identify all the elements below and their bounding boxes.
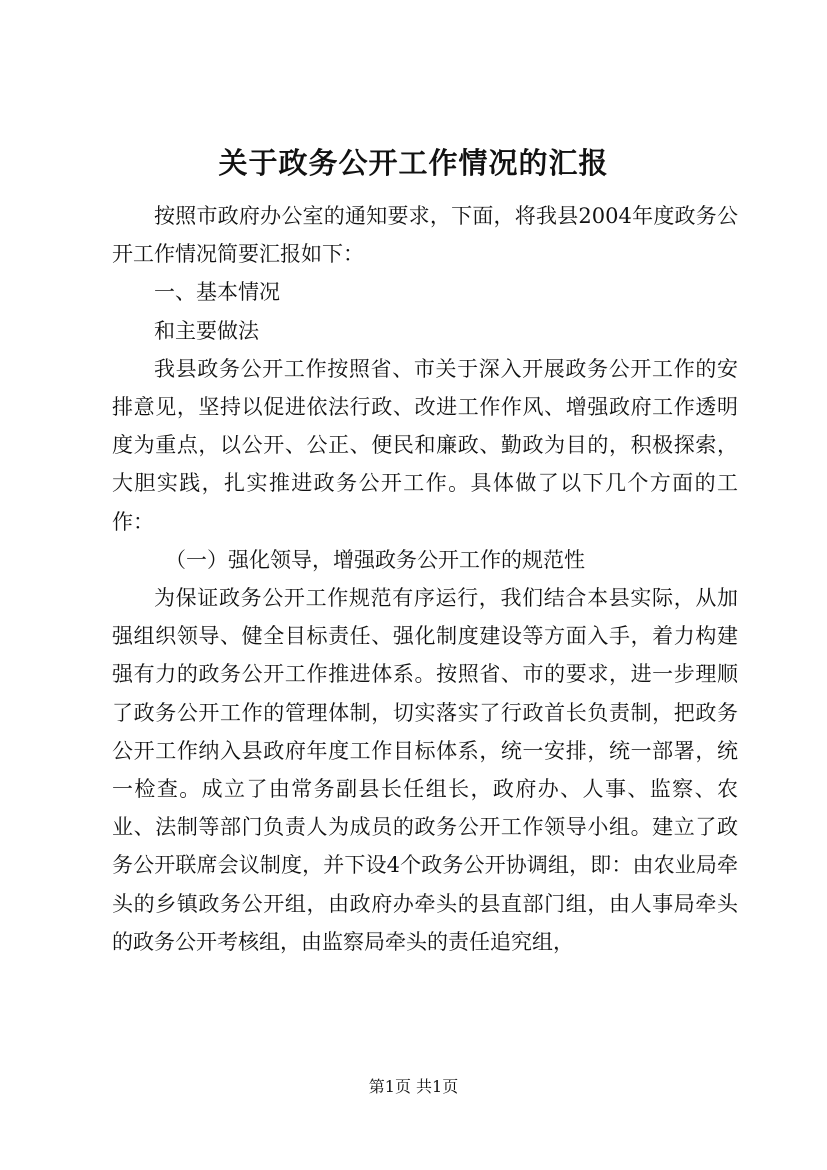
paragraph-detail: 为保证政务公开工作规范有序运行，我们结合本县实际，从加强组织领导、健全目标责任、强化制度建设等方面入手，着力构建强有力的政务公开工作推进体系。按照省、市的要求，进一步理顺了政务公开工作的管理体制，切实落实了行政首长负责制，把政务公开工作纳入县政府年度工作目标体系，统一安排，统一部署，统一检查。成立了由常务副县长任组长，政府办、人事、监察、农业、法制等部门负责人为成员的政务公开工作领导小组。建立了政务公开联席会议制度，并下设4个政务公开协调组，即：由农业局牵头的乡镇政务公开组，由政府办牵头的县直部门组，由人事局牵头的政务公开考核组，由监察局牵头的责任追究组， <box>112 586 738 954</box>
document-body <box>112 197 738 961</box>
paragraph-intro: 按照市政府办公室的通知要求，下面，将我县2004年度政务公开工作情况简要汇报如下： <box>112 204 738 267</box>
subsection-heading: （一）强化领导，增强政务公开工作的规范性 <box>165 547 585 572</box>
page-footer: 第1页 共1页 <box>368 1077 459 1096</box>
section-heading: 一、基本情况 <box>154 280 280 305</box>
document-title: 关于政务公开工作情况的汇报 <box>218 146 609 180</box>
paragraph-overview: 我县政务公开工作按照省、市关于深入开展政务公开工作的安排意见，坚持以促进依法行政、改进工作作风、增强政府工作透明度为重点，以公开、公正、便民和廉政、勤政为目的，积极探索，大胆实践，扎实推进政务公开工作。具体做了以下几个方面的工作： <box>112 356 738 534</box>
section-heading-continued: 和主要做法 <box>154 318 259 343</box>
